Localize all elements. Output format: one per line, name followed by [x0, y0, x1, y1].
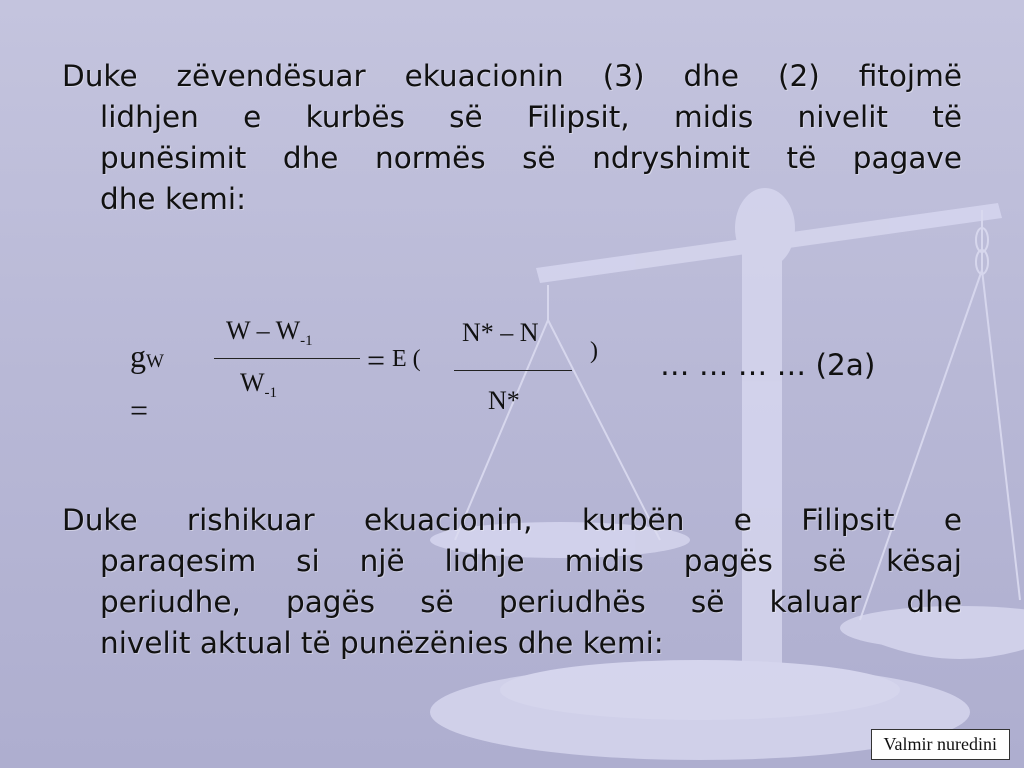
author-footer: Valmir nuredini — [871, 729, 1010, 760]
paragraph-revision-line-4: nivelit aktual të punëzënies dhe kemi: — [100, 626, 664, 660]
eq-numerator-2: N* – N — [462, 318, 539, 347]
eq-equals-left: = — [130, 392, 149, 428]
paragraph-revision-line-3: periudhe, pagës së periudhës së kaluar dhe — [100, 585, 962, 619]
eq-denominator-1: $W_{-1}$ — [240, 368, 278, 402]
eq-denominator-2: N* — [488, 386, 520, 415]
paragraph-intro-line-2: lidhjen e kurbës së Filipsit, midis nivelit të — [100, 100, 962, 134]
paragraph-revision — [62, 500, 962, 664]
eq-close-paren: ) — [590, 338, 598, 364]
equation-reference: … … … … (2a) — [660, 348, 876, 382]
fraction-bar-1 — [214, 358, 360, 359]
fraction-bar-2 — [454, 370, 572, 371]
paragraph-intro-line-1: Duke zëvendësuar ekuacionin (3) dhe (2) fitojmë — [62, 59, 962, 93]
paragraph-intro — [62, 56, 962, 220]
paragraph-intro-line-4: dhe kemi: — [100, 182, 247, 216]
paragraph-intro-line-3: punësimit dhe normës së ndryshimit të pagave — [100, 141, 962, 175]
eq-equals-mid: = — [367, 342, 386, 378]
eq-g: gW — [130, 338, 164, 374]
eq-e-open: E ( — [392, 346, 421, 372]
paragraph-revision-line-2: paraqesim si një lidhje midis pagës së kësaj — [100, 544, 962, 578]
eq-numerator-1: W – $W_{-1}$ — [226, 316, 313, 350]
paragraph-revision-line-1: Duke rishikuar ekuacionin, kurbën e Filipsit e — [62, 503, 962, 537]
